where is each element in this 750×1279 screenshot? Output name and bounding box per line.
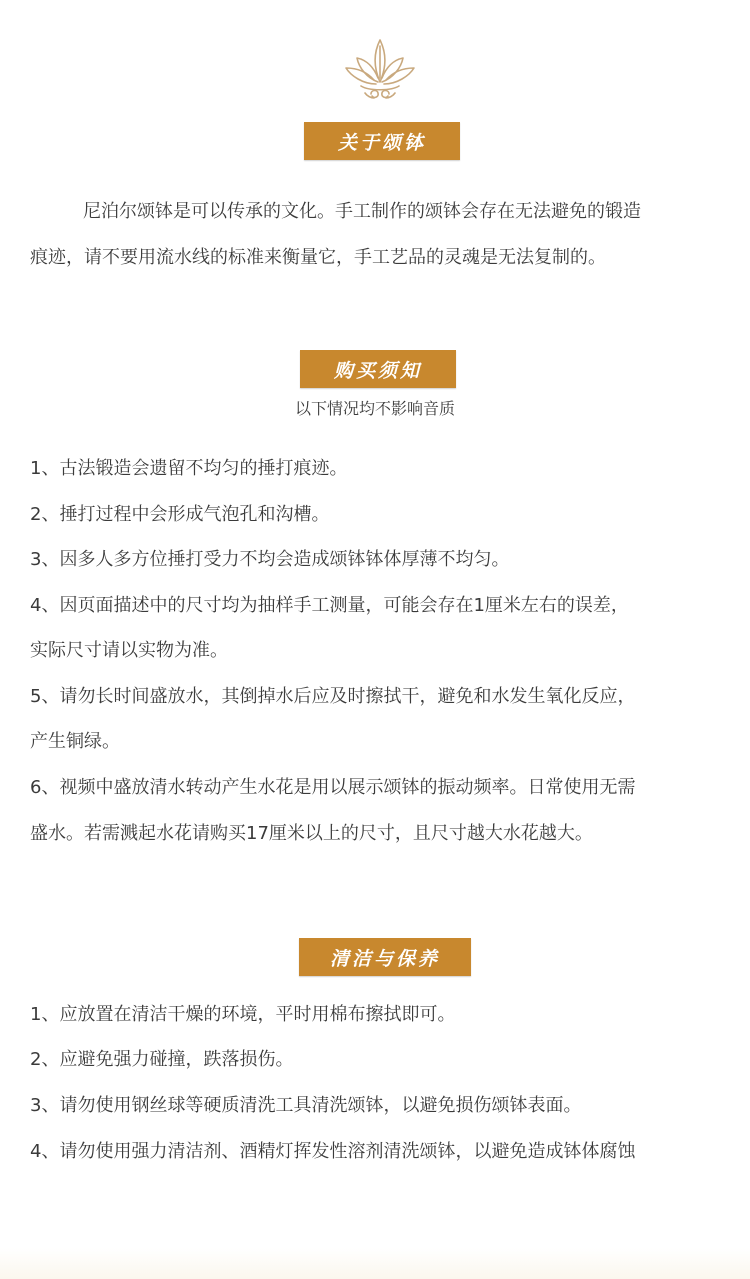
- care-note-line: 2、应避免强力碰撞，跌落损伤。: [30, 1049, 294, 1070]
- purchase-note-line: 产生铜绿。: [30, 731, 120, 752]
- purchase-note-line: 4、因页面描述中的尺寸均为抽样手工测量，可能会存在1厘米左右的误差，: [30, 595, 629, 616]
- lotus-icon: [343, 38, 417, 106]
- purchase-note-line: 2、捶打过程中会形成气泡孔和沟槽。: [30, 504, 330, 525]
- purchase-note-line: 5、请勿长时间盛放水，其倒掉水后应及时擦拭干，避免和水发生氧化反应，: [30, 686, 636, 707]
- purchase-note-line: 实际尺寸请以实物为准。: [30, 640, 228, 661]
- purchase-note-line: 6、视频中盛放清水转动产生水花是用以展示颂钵的振动频率。日常使用无需: [30, 777, 636, 798]
- section-title-purchase: 购买须知: [300, 350, 456, 388]
- care-note-line: 1、应放置在清洁干燥的环境，平时用棉布擦拭即可。: [30, 1004, 456, 1025]
- purchase-subtitle: 以下情况均不影响音质: [294, 399, 455, 418]
- section-title-about: 关于颂钵: [304, 122, 460, 160]
- about-paragraph-line: 痕迹，请不要用流水线的标准来衡量它，手工艺品的灵魂是无法复制的。: [30, 247, 606, 268]
- about-paragraph-line: 尼泊尔颂钵是可以传承的文化。手工制作的颂钵会存在无法避免的锻造: [83, 201, 641, 222]
- care-note-line: 3、请勿使用钢丝球等硬质清洗工具清洗颂钵，以避免损伤颂钵表面。: [30, 1095, 582, 1116]
- purchase-note-line: 3、因多人多方位捶打受力不均会造成颂钵钵体厚薄不均匀。: [30, 549, 510, 570]
- purchase-note-line: 盛水。若需溅起水花请购买17厘米以上的尺寸，且尺寸越大水花越大。: [30, 823, 593, 844]
- section-title-care: 清洁与保养: [299, 938, 471, 976]
- bottom-band: [0, 1248, 750, 1279]
- purchase-note-line: 1、古法锻造会遗留不均匀的捶打痕迹。: [30, 458, 348, 479]
- care-note-line: 4、请勿使用强力清洁剂、酒精灯挥发性溶剂清洗颂钵，以避免造成钵体腐蚀: [30, 1141, 636, 1162]
